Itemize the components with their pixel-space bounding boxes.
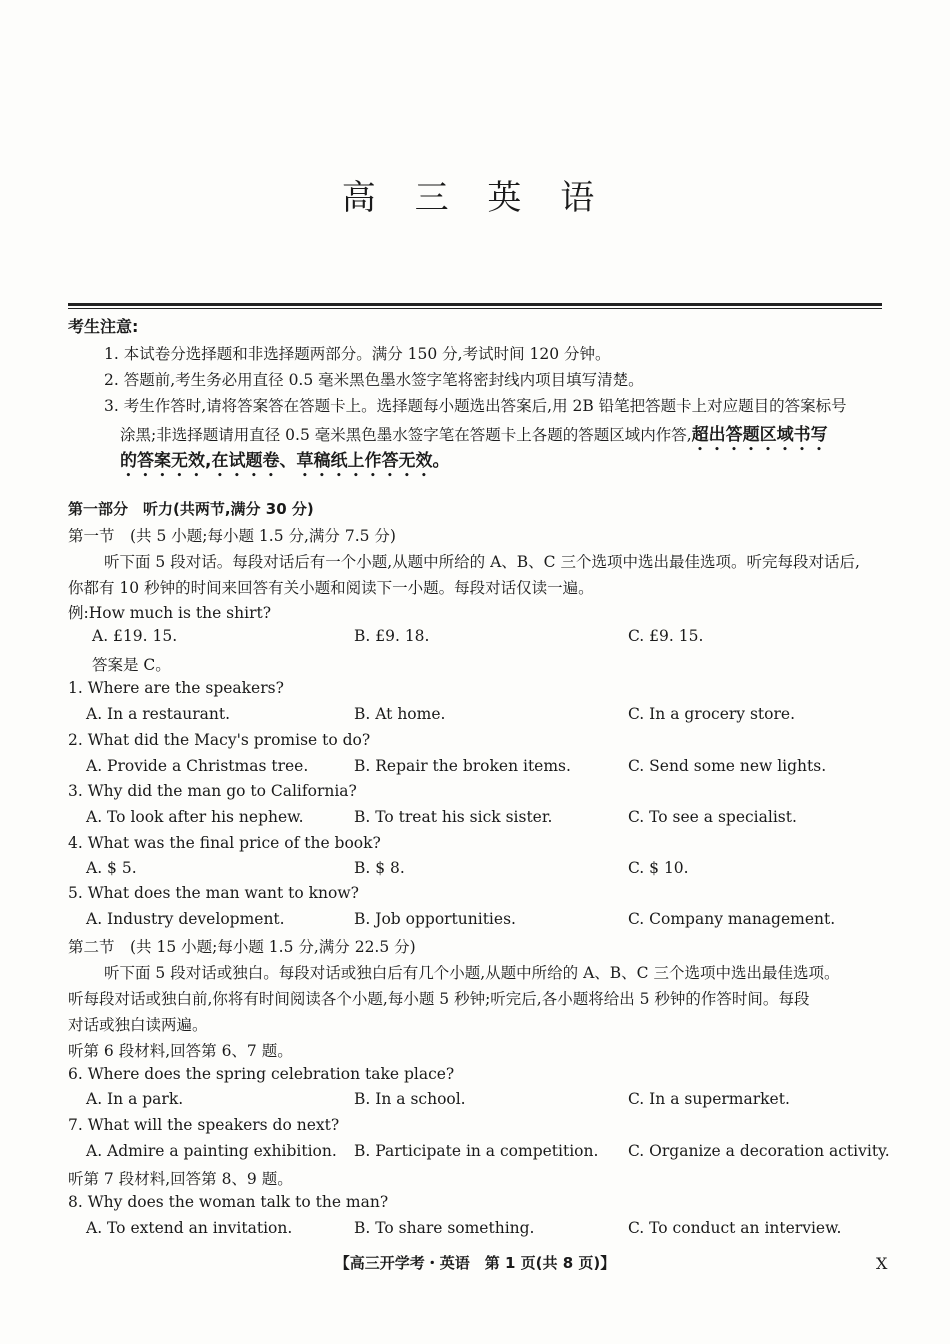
q2-option-c: C. Send some new lights. bbox=[628, 757, 827, 775]
q5-option-c: C. Company management. bbox=[628, 910, 836, 928]
section2-instruction-3: 对话或独白读两遍。 bbox=[68, 1016, 208, 1034]
material-6-heading: 听第 6 段材料,回答第 6、7 题。 bbox=[68, 1042, 293, 1060]
example-answer: 答案是 C。 bbox=[92, 656, 171, 674]
question-8: 8. Why does the woman talk to the man? bbox=[68, 1193, 389, 1211]
example-option-a: A. £19. 15. bbox=[92, 627, 178, 645]
section2-instruction-2: 听每段对话或独白前,你将有时间阅读各个小题,每小题 5 秒钟;听完后,各小题将给出 5 秒钟的作答时间。每段 bbox=[68, 990, 810, 1008]
q6-option-c: C. In a supermarket. bbox=[628, 1090, 790, 1108]
question-2: 2. What did the Macy's promise to do? bbox=[68, 731, 371, 749]
q5-option-b: B. Job opportunities. bbox=[354, 910, 516, 928]
q8-option-a: A. To extend an invitation. bbox=[86, 1219, 293, 1237]
q8-option-b: B. To share something. bbox=[354, 1219, 535, 1237]
q4-option-a: A. $ 5. bbox=[86, 859, 137, 877]
section2-instruction-1: 听下面 5 段对话或独白。每段对话或独白后有几个小题,从题中所给的 A、B、C 三个选项中选出最佳选项。 bbox=[104, 964, 840, 982]
notice-item-3-line2: 涂黑;非选择题请用直径 0.5 毫米黑色墨水签字笔在答题卡上各题的答题区域内作答, bbox=[120, 426, 692, 444]
question-5: 5. What does the man want to know? bbox=[68, 884, 359, 902]
q3-option-a: A. To look after his nephew. bbox=[86, 808, 304, 826]
example-option-b: B. £9. 18. bbox=[354, 627, 430, 645]
q5-option-a: A. Industry development. bbox=[86, 910, 285, 928]
section1-heading: 第一节 (共 5 小题;每小题 1.5 分,满分 7.5 分) bbox=[68, 527, 396, 545]
q3-option-b: B. To treat his sick sister. bbox=[354, 808, 553, 826]
header-rule-thick bbox=[68, 303, 882, 306]
notice-emphasis-1: 超出答题区域书写 bbox=[691, 425, 828, 445]
example-option-c: C. £9. 15. bbox=[628, 627, 704, 645]
material-7-heading: 听第 7 段材料,回答第 8、9 题。 bbox=[68, 1170, 293, 1188]
q6-option-a: A. In a park. bbox=[86, 1090, 184, 1108]
q7-option-c: C. Organize a decoration activity. bbox=[628, 1142, 890, 1160]
question-1: 1. Where are the speakers? bbox=[68, 679, 284, 697]
example-question: 例:How much is the shirt? bbox=[68, 604, 272, 622]
q4-option-b: B. $ 8. bbox=[354, 859, 405, 877]
q2-option-a: A. Provide a Christmas tree. bbox=[86, 757, 309, 775]
q3-option-c: C. To see a specialist. bbox=[628, 808, 797, 826]
q2-option-b: B. Repair the broken items. bbox=[354, 757, 571, 775]
page-title: 高 三 英 语 bbox=[341, 178, 609, 218]
q6-option-b: B. In a school. bbox=[354, 1090, 466, 1108]
q1-option-c: C. In a grocery store. bbox=[628, 705, 795, 723]
question-3: 3. Why did the man go to California? bbox=[68, 782, 357, 800]
notice-emphasis-2: 的答案无效,在试题卷、草稿纸上作答无效。 bbox=[120, 451, 450, 471]
header-rule-thin bbox=[68, 308, 882, 309]
page-footer: 【高三开学考・英语 第 1 页(共 8 页)】 bbox=[334, 1254, 616, 1272]
corner-mark: X bbox=[876, 1254, 888, 1273]
section1-instruction-1: 听下面 5 段对话。每段对话后有一个小题,从题中所给的 A、B、C 三个选项中选出最佳选项。听完每段对话后, bbox=[104, 553, 860, 571]
question-6: 6. Where does the spring celebration take place? bbox=[68, 1065, 455, 1083]
q8-option-c: C. To conduct an interview. bbox=[628, 1219, 842, 1237]
q1-option-b: B. At home. bbox=[354, 705, 446, 723]
question-7: 7. What will the speakers do next? bbox=[68, 1116, 340, 1134]
q7-option-b: B. Participate in a competition. bbox=[354, 1142, 599, 1160]
notice-heading: 考生注意: bbox=[68, 317, 139, 336]
notice-item-1: 1. 本试卷分选择题和非选择题两部分。满分 150 分,考试时间 120 分钟。 bbox=[104, 345, 611, 363]
notice-item-2: 2. 答题前,考生务必用直径 0.5 毫米黑色墨水签字笔将密封线内项目填写清楚。 bbox=[104, 371, 644, 389]
section1-instruction-2: 你都有 10 秒钟的时间来回答有关小题和阅读下一小题。每段对话仅读一遍。 bbox=[68, 579, 594, 597]
section2-heading: 第二节 (共 15 小题;每小题 1.5 分,满分 22.5 分) bbox=[68, 938, 416, 956]
part1-heading: 第一部分 听力(共两节,满分 30 分) bbox=[68, 500, 314, 518]
q4-option-c: C. $ 10. bbox=[628, 859, 689, 877]
notice-item-3: 3. 考生作答时,请将答案答在答题卡上。选择题每小题选出答案后,用 2B 铅笔把答题卡上对应题目的答案标号 bbox=[104, 397, 847, 415]
question-4: 4. What was the final price of the book? bbox=[68, 834, 381, 852]
q1-option-a: A. In a restaurant. bbox=[86, 705, 231, 723]
q7-option-a: A. Admire a painting exhibition. bbox=[86, 1142, 337, 1160]
